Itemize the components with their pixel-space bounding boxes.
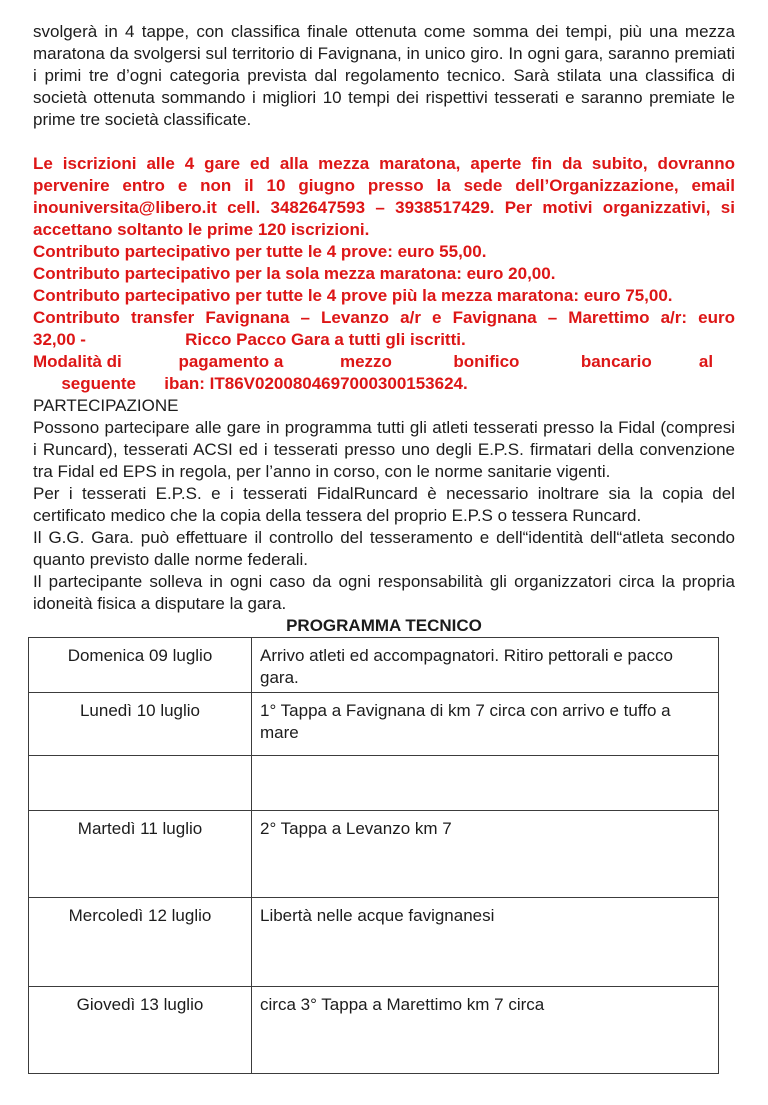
payment-method-line-1: Modalità di pagamento a mezzo bonifico bancario al <box>33 352 714 371</box>
participation-paragraph-4: Il partecipante solleva in ogni caso da ogni responsabilità gli organizzatori circa la propria idoneità fisica a disputare la gara. <box>33 572 735 613</box>
participation-paragraph-2: Per i tesserati E.P.S. e i tesserati FidalRuncard è necessario inoltrare sia la copia del certificato medico che la copia della tessera del proprio E.P.S o tessera Runcard. <box>33 484 735 525</box>
table-cell-date: Martedì 11 luglio <box>29 811 252 898</box>
table-cell-description: Libertà nelle acque favignanesi <box>252 898 719 987</box>
program-table <box>28 637 719 1074</box>
participation-paragraph-3: Il G.G. Gara. può effettuare il controllo del tesseramento e dell“identità dell“atleta secondo quanto previsto dalle norme federali. <box>33 528 735 569</box>
table-cell-date: Lunedì 10 luglio <box>29 693 252 756</box>
table-cell-date: Domenica 09 luglio <box>29 638 252 693</box>
table-row <box>29 638 719 693</box>
table-cell-date: Mercoledì 12 luglio <box>29 898 252 987</box>
table-row <box>29 898 719 987</box>
paragraph-spacer <box>33 131 735 153</box>
table-cell-date <box>29 756 252 811</box>
table-row-empty <box>29 756 719 811</box>
table-cell-description: Arrivo atleti ed accompagnatori. Ritiro pettorali e pacco gara. <box>252 638 719 693</box>
fee-all-plus-half: Contributo partecipativo per tutte le 4 prove più la mezza maratona: euro 75,00. <box>33 286 673 305</box>
table-row <box>29 693 719 756</box>
table-cell-description: 1° Tappa a Favignana di km 7 circa con arrivo e tuffo a mare <box>252 693 719 756</box>
payment-method-line-2: seguente iban: IT86V0200804697000300153624. <box>33 374 468 393</box>
table-row <box>29 987 719 1074</box>
participation-heading: PARTECIPAZIONE <box>33 396 179 415</box>
program-heading: PROGRAMMA TECNICO <box>286 616 482 635</box>
participation-paragraph-1: Possono partecipare alle gare in programma tutti gli atleti tesserati presso la Fidal (compresi i Runcard), tesserati ACSI ed i tesserati presso uno degli E.P.S. firmatari della convenzione tra Fidal ed EPS in regola, per l’anno in corso, con le norme sanitarie vigenti. <box>33 418 735 481</box>
transfer-fee-line-1: Contributo transfer Favignana – Levanzo a/r e Favignana – Marettimo a/r: euro <box>33 308 735 327</box>
table-cell-description <box>252 756 719 811</box>
intro-paragraph: svolgerà in 4 tappe, con classifica finale ottenuta come somma dei tempi, più una mezza maratona da svolgersi sul territorio di Favignana, in unico giro. In ogni gara, saranno premiati i primi tre d’ogni categoria prevista dal regolamento tecnico. Sarà stilata una classifica di società ottenuta sommando i migliori 10 tempi dei rispettivi tesserati e saranno premiate le prime tre società classificate. <box>33 22 735 129</box>
table-cell-description: circa 3° Tappa a Marettimo km 7 circa <box>252 987 719 1074</box>
table-cell-date: Giovedì 13 luglio <box>29 987 252 1074</box>
table-cell-description: 2° Tappa a Levanzo km 7 <box>252 811 719 898</box>
table-row <box>29 811 719 898</box>
fee-half-marathon: Contributo partecipativo per la sola mezza maratona: euro 20,00. <box>33 264 556 283</box>
transfer-fee-line-2: 32,00 - Ricco Pacco Gara a tutti gli iscritti. <box>33 330 466 349</box>
fee-all-races: Contributo partecipativo per tutte le 4 prove: euro 55,00. <box>33 242 487 261</box>
registration-notice: Le iscrizioni alle 4 gare ed alla mezza maratona, aperte fin da subito, dovranno pervenire entro e non il 10 giugno presso la sede dell’Organizzazione, email inouniversita@libero.it cell. 3482647593 – 3938517429. Per motivi organizzativi, si accettano soltanto le prime 120 iscrizioni. <box>33 154 735 239</box>
